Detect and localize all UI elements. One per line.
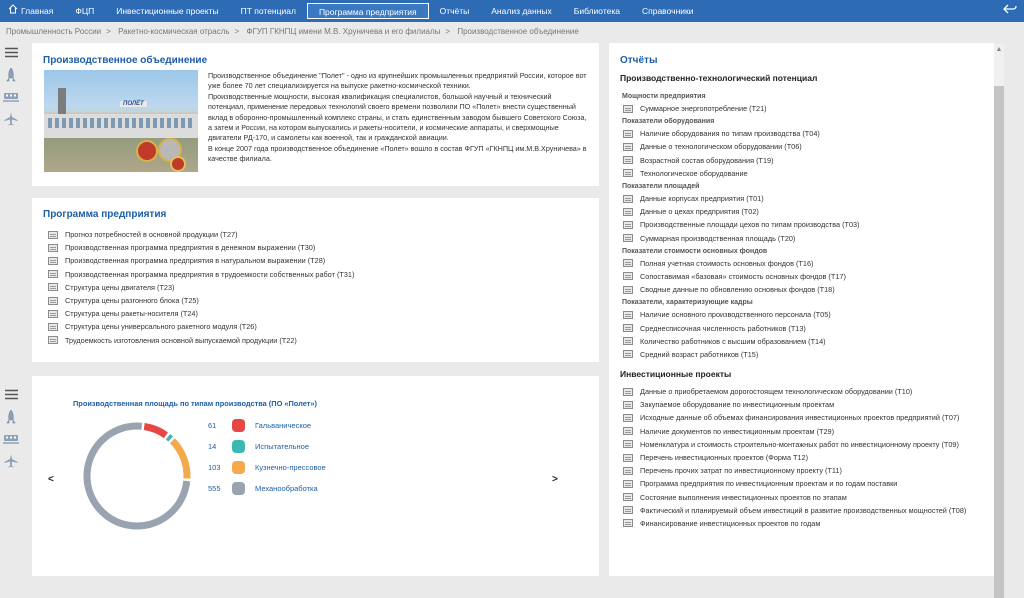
program-item-label: Производственная программа предприятия в трудоемкости собственных работ (Т31) [65, 269, 355, 279]
report-section-heading: Показатели стоимости основных фондов [622, 247, 768, 255]
area-chart-panel [32, 376, 599, 576]
report-item-label: Полная учетная стоимость основных фондов (Т16) [640, 258, 814, 268]
nav-item-reports[interactable]: Отчёты [439, 6, 470, 16]
report-item-label: Данные корпусах предприятия (Т01) [640, 194, 764, 204]
report-item[interactable] [620, 491, 990, 504]
program-item-label: Производственная программа предприятия в натуральном выражении (Т28) [65, 256, 326, 266]
document-icon [48, 323, 58, 331]
photo-chimney [58, 88, 66, 114]
report-item-label: Данные о цехах предприятия (Т02) [640, 207, 759, 217]
report-document-icon [623, 286, 633, 294]
report-document-icon [623, 234, 633, 242]
report-item-label: Среднесписочная численность работников (Т13) [640, 323, 806, 333]
report-item[interactable] [620, 385, 990, 398]
top-navigation [0, 0, 1024, 22]
report-item-label: Сопоставимая «базовая» стоимость основных фондов (Т17) [640, 271, 846, 281]
report-item-label: Финансирование инвестиционных проектов по годам [640, 518, 821, 528]
report-document-icon [623, 506, 633, 514]
chart-next-button[interactable]: > [552, 474, 558, 485]
report-document-icon [623, 388, 633, 396]
program-item-label: Структура цены ракеты-носителя (Т24) [65, 309, 198, 319]
breadcrumb-separator: > [106, 27, 111, 36]
description-paragraph: В конце 2007 года производственное объединение «Полет» вошло в состав ФГУП «ГКНПЦ им.М.В.Хруничева» в качестве филиала. [208, 143, 587, 164]
report-document-icon [623, 519, 633, 527]
report-item[interactable] [620, 438, 990, 451]
report-document-icon [623, 272, 633, 280]
report-item-label: Программа предприятия по инвестиционным проектам и по годам поставки [640, 479, 898, 489]
report-document-icon [623, 130, 633, 138]
report-group-heading: Производственно-технологический потенциал [620, 73, 818, 83]
report-document-icon [623, 454, 633, 462]
report-document-icon [623, 311, 633, 319]
hamburger-menu-icon[interactable] [3, 46, 19, 62]
reports-title: Отчёты [620, 55, 658, 66]
donut-slice[interactable] [87, 426, 187, 526]
description-paragraph: Производственные мощности, высокая квалификация специалистов, большой научный и технический потенциал, применение передовых технологий своего времени позволили ПО «Полет» внести существенный вклад в оборонно-промышленный комплекс страны, и стать единственным заводом бывшего Советского Союза, а затем и России, на котором выпускались и ракеты-носители, и космические аппараты, и сверхмощные двигатели РД-170, и самолеты как военной, так и гражданской авиации. [208, 91, 587, 143]
report-item-label: Технологическое оборудование [640, 168, 748, 178]
report-item[interactable] [620, 102, 990, 115]
report-item-label: Перечень инвестиционных проектов (Форма Т12) [640, 453, 809, 463]
legend-item[interactable] [208, 419, 311, 432]
donut-slice[interactable] [172, 441, 187, 479]
report-item[interactable] [620, 232, 990, 245]
train-icon[interactable] [3, 90, 19, 106]
nav-item-data-analysis[interactable]: Анализ данных [491, 6, 552, 16]
report-section-heading: Мощности предприятия [622, 93, 706, 100]
program-item[interactable] [48, 320, 354, 333]
airplane-icon[interactable] [3, 454, 19, 470]
report-section-heading: Показатели, характеризующие кадры [622, 299, 753, 307]
program-item[interactable] [48, 241, 354, 254]
report-item-label: Возрастной состав оборудования (Т19) [640, 155, 774, 165]
report-document-icon [623, 350, 633, 358]
report-item-label: Наличие оборудования по типам производства (Т04) [640, 129, 820, 139]
chart-prev-button[interactable]: < [48, 474, 54, 485]
report-document-icon [623, 337, 633, 345]
legend-label: Испытательное [255, 442, 309, 451]
document-icon [48, 297, 58, 305]
nav-item-home[interactable] [0, 3, 64, 19]
program-item-label: Производственная программа предприятия в денежном выражении (Т30) [65, 243, 316, 253]
report-item[interactable] [620, 257, 990, 270]
report-item-label: Наличие основного производственного персонала (Т05) [640, 310, 831, 320]
report-item-label: Суммарное энергопотребление (Т21) [640, 104, 767, 114]
legend-value: 103 [208, 463, 221, 472]
report-item-label: Данные о приобретаемом дорогостоящем технологическом оборудовании (Т10) [640, 387, 913, 397]
program-item-label: Прогноз потребностей в основной продукции (Т27) [65, 230, 238, 240]
document-icon [48, 244, 58, 252]
enterprise-program-list [48, 228, 354, 347]
report-item[interactable] [620, 205, 990, 218]
report-document-icon [623, 467, 633, 475]
legend-value: 61 [208, 421, 217, 430]
airplane-icon[interactable] [3, 112, 19, 128]
report-item[interactable] [620, 127, 990, 140]
report-item[interactable] [620, 154, 990, 167]
scrollbar-thumb[interactable] [994, 86, 1004, 598]
nav-item-library[interactable]: Библиотека [573, 6, 620, 16]
document-icon [48, 231, 58, 239]
report-document-icon [623, 493, 633, 501]
nav-item-investment-projects[interactable]: Инвестиционные проекты [116, 6, 219, 16]
report-item-label: Закупаемое оборудование по инвестиционным проектам [640, 400, 835, 410]
legend-label: Кузнечно-прессовое [255, 463, 326, 472]
report-item[interactable] [620, 167, 990, 180]
document-icon [48, 310, 58, 318]
legend-value: 14 [208, 442, 217, 451]
program-item-label: Структура цены универсального ракетного модуля (Т26) [65, 322, 257, 332]
report-item-label: Номенклатура и стоимость строительно-монтажных работ по инвестиционному проекту (Т09) [640, 439, 959, 449]
enterprise-program-panel [32, 198, 599, 362]
report-item[interactable] [620, 321, 990, 334]
legend-label: Механообработка [255, 484, 318, 493]
legend-swatch [232, 461, 245, 474]
back-arrow-icon[interactable] [1002, 3, 1018, 19]
report-item[interactable] [620, 504, 990, 517]
breadcrumb-item[interactable]: ФГУП ГКНПЦ имени М.В. Хруничева и его филиалы [246, 27, 441, 36]
nav-item-references[interactable]: Справочники [641, 6, 694, 16]
program-item[interactable] [48, 294, 354, 307]
report-section-heading: Показатели оборудования [622, 118, 715, 126]
report-item-label: Суммарная производственная площадь (Т20) [640, 233, 796, 243]
report-document-icon [623, 208, 633, 216]
report-document-icon [623, 156, 633, 164]
enterprise-program-title: Программа предприятия [43, 209, 167, 220]
report-document-icon [623, 105, 633, 113]
area-donut-chart [77, 416, 197, 536]
report-item[interactable] [620, 218, 990, 231]
report-document-icon [623, 221, 633, 229]
report-item[interactable] [620, 283, 990, 296]
program-item[interactable] [48, 334, 354, 347]
report-item[interactable] [620, 517, 990, 530]
organization-panel [32, 43, 599, 186]
legend-swatch [232, 419, 245, 432]
report-item[interactable] [620, 140, 990, 153]
program-item[interactable] [48, 254, 354, 267]
report-item-label: Фактический и планируемый объем инвестиций в развитие производственных мощностей (Т08) [640, 505, 967, 515]
breadcrumb-item[interactable]: Промышленность России [6, 27, 102, 36]
report-item[interactable] [620, 348, 990, 361]
report-item-label: Исходные данные об объемах финансирования инвестиционных проектов предприятий (Т07) [640, 413, 960, 423]
report-section-heading: Показатели площадей [622, 182, 700, 190]
report-item[interactable] [620, 192, 990, 205]
nav-item-fcp[interactable]: ФЦП [75, 6, 95, 16]
program-item-label: Структура цены разгонного блока (Т25) [65, 296, 199, 306]
report-item-label: Состояние выполнения инвестиционных проектов по этапам [640, 492, 847, 502]
report-document-icon [623, 169, 633, 177]
legend-item[interactable] [208, 461, 326, 474]
breadcrumb-separator: > [445, 27, 451, 36]
reports-scrollbar[interactable] [994, 44, 1004, 576]
breadcrumb-item[interactable]: Ракетно-космическая отрасль [118, 27, 230, 36]
report-item-label: Данные о технологическом оборудовании (Т06) [640, 142, 802, 152]
organization-title: Производственное объединение [43, 55, 208, 66]
program-item-label: Трудоемкость изготовления основной выпускаемой продукции (Т22) [65, 335, 297, 345]
document-icon [48, 336, 58, 344]
description-paragraph: Производственное объединение "Полет" - одно из крупнейших промышленных предприятий России, которое вот уже более 70 лет специализируется на выпуске ракетно-космической техники. [208, 71, 587, 91]
organization-description [208, 71, 588, 165]
report-item[interactable] [620, 335, 990, 348]
report-item[interactable] [620, 270, 990, 283]
left-toolbar-top [0, 46, 22, 128]
legend-item[interactable] [208, 440, 309, 453]
report-item-label: Сводные данные по обновлению основных фондов (Т18) [640, 285, 835, 295]
reports-panel [609, 43, 994, 576]
home-icon [8, 3, 18, 19]
document-icon [48, 283, 58, 291]
program-item[interactable] [48, 228, 354, 241]
legend-swatch [232, 482, 245, 495]
report-item-label: Производственные площади цехов по типам производства (Т03) [640, 220, 860, 230]
report-item[interactable] [620, 425, 990, 438]
report-document-icon [623, 440, 633, 448]
report-document-icon [623, 480, 633, 488]
breadcrumb-item-current: Производственное объединение [457, 27, 579, 36]
report-group-heading: Инвестиционные проекты [620, 369, 732, 379]
report-document-icon [623, 143, 633, 151]
program-item-label: Структура цены двигателя (Т23) [65, 282, 175, 292]
report-document-icon [623, 401, 633, 409]
program-item[interactable] [48, 281, 354, 294]
report-item[interactable] [620, 477, 990, 490]
rocket-icon[interactable] [3, 68, 19, 84]
program-item[interactable] [48, 307, 354, 320]
award-medal [136, 140, 158, 162]
train-icon[interactable] [3, 432, 19, 448]
rocket-icon[interactable] [3, 410, 19, 426]
reports-list [620, 73, 990, 530]
report-item-label: Наличие документов по инвестиционным проектам (Т29) [640, 426, 835, 436]
organization-photo [44, 70, 198, 172]
report-item[interactable] [620, 464, 990, 477]
scroll-up-arrow-icon[interactable]: ▲ [995, 46, 1003, 53]
legend-item[interactable] [208, 482, 318, 495]
award-medal [170, 156, 186, 172]
document-icon [48, 270, 58, 278]
report-item[interactable] [620, 411, 990, 424]
report-document-icon [623, 324, 633, 332]
report-item-label: Перечень прочих затрат по инвестиционному проекту (Т11) [640, 466, 842, 476]
program-item[interactable] [48, 268, 354, 281]
chart-title: Производственная площадь по типам производства (ПО «Полет») [73, 399, 317, 408]
document-icon [48, 257, 58, 265]
nav-item-home-label: Главная [21, 6, 54, 16]
report-item-label: Средний возраст работников (Т15) [640, 349, 759, 359]
hamburger-menu-icon[interactable] [3, 388, 19, 404]
report-item-label: Количество работников с высшим образованием (Т14) [640, 336, 826, 346]
donut-slice[interactable] [144, 427, 166, 436]
legend-swatch [232, 440, 245, 453]
photo-windows [48, 118, 194, 128]
photo-sign: ПОЛЁТ [120, 101, 147, 107]
left-toolbar-bottom [0, 388, 22, 470]
breadcrumb-separator: > [234, 27, 240, 36]
nav-item-enterprise-program[interactable]: Программа предприятия [307, 3, 429, 19]
donut-slice[interactable] [168, 437, 171, 439]
report-item[interactable] [620, 398, 990, 411]
nav-item-pt-potential[interactable]: ПТ потенциал [240, 6, 296, 16]
report-document-icon [623, 195, 633, 203]
legend-label: Гальваническое [255, 421, 312, 430]
breadcrumb [6, 27, 579, 36]
report-item[interactable] [620, 451, 990, 464]
report-document-icon [623, 259, 633, 267]
report-document-icon [623, 427, 633, 435]
legend-value: 555 [208, 484, 221, 493]
report-document-icon [623, 414, 633, 422]
report-item[interactable] [620, 308, 990, 321]
